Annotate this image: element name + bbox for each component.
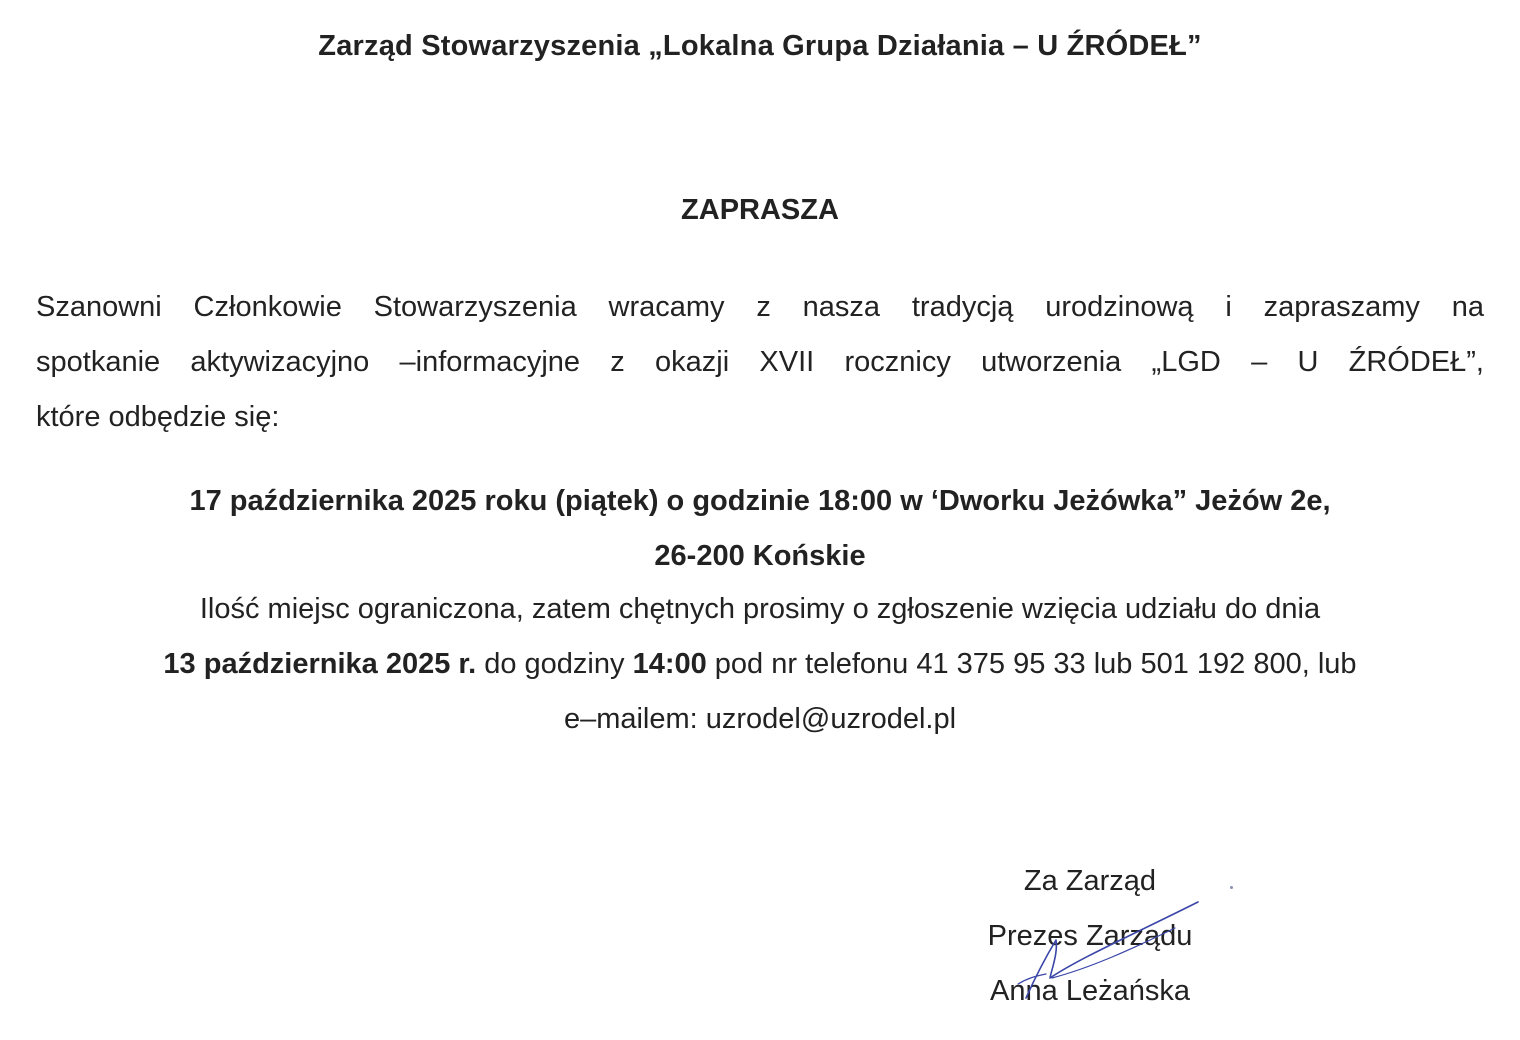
- intro-paragraph: [36, 280, 1484, 445]
- registration-deadline-time: 14:00: [632, 648, 707, 680]
- registration-line-2: [0, 637, 1520, 692]
- letter-header: Zarząd Stowarzyszenia „Lokalna Grupa Działania – U ŹRÓDEŁ”: [318, 30, 1202, 62]
- event-date-location: 17 października 2025 roku (piątek) o godzinie 18:00 w ‘Dworku Jeżówka” Jeżów 2e,: [189, 485, 1331, 517]
- registration-email-line: e–mailem: uzrodel@uzrodel.pl: [563, 703, 957, 735]
- registration-until-text: do godziny: [476, 648, 633, 680]
- intro-line-3: które odbędzie się:: [36, 401, 280, 433]
- registration-phone-text: pod nr telefonu 41 375 95 33 lub 501 192 800, lub: [706, 648, 1357, 680]
- signatory-name: Anna Leżańska: [990, 975, 1190, 1007]
- registration-info: [0, 582, 1520, 747]
- scan-speck: [1230, 886, 1233, 889]
- registration-line-1: Ilość miejsc ograniczona, zatem chętnych prosimy o zgłoszenie wzięcia udziału do dnia: [199, 593, 1321, 625]
- event-postal-city: 26-200 Końskie: [654, 540, 866, 572]
- invites-heading: ZAPRASZA: [681, 194, 839, 226]
- signature-block: [940, 854, 1240, 1019]
- intro-line-2: spotkanie aktywizacyjno –informacyjne z okazji XVII rocznicy utworzenia „LGD – U ŹRÓDEŁ”,: [36, 346, 1484, 378]
- registration-deadline-date: 13 października 2025 r.: [163, 648, 477, 680]
- signature-line-1: Za Zarząd: [1023, 865, 1157, 897]
- intro-line-1: Szanowni Członkowie Stowarzyszenia wracamy z nasza tradycją urodzinową i zapraszamy na: [36, 291, 1484, 323]
- event-details: [0, 474, 1520, 584]
- signature-line-2: Prezes Zarządu: [987, 920, 1193, 952]
